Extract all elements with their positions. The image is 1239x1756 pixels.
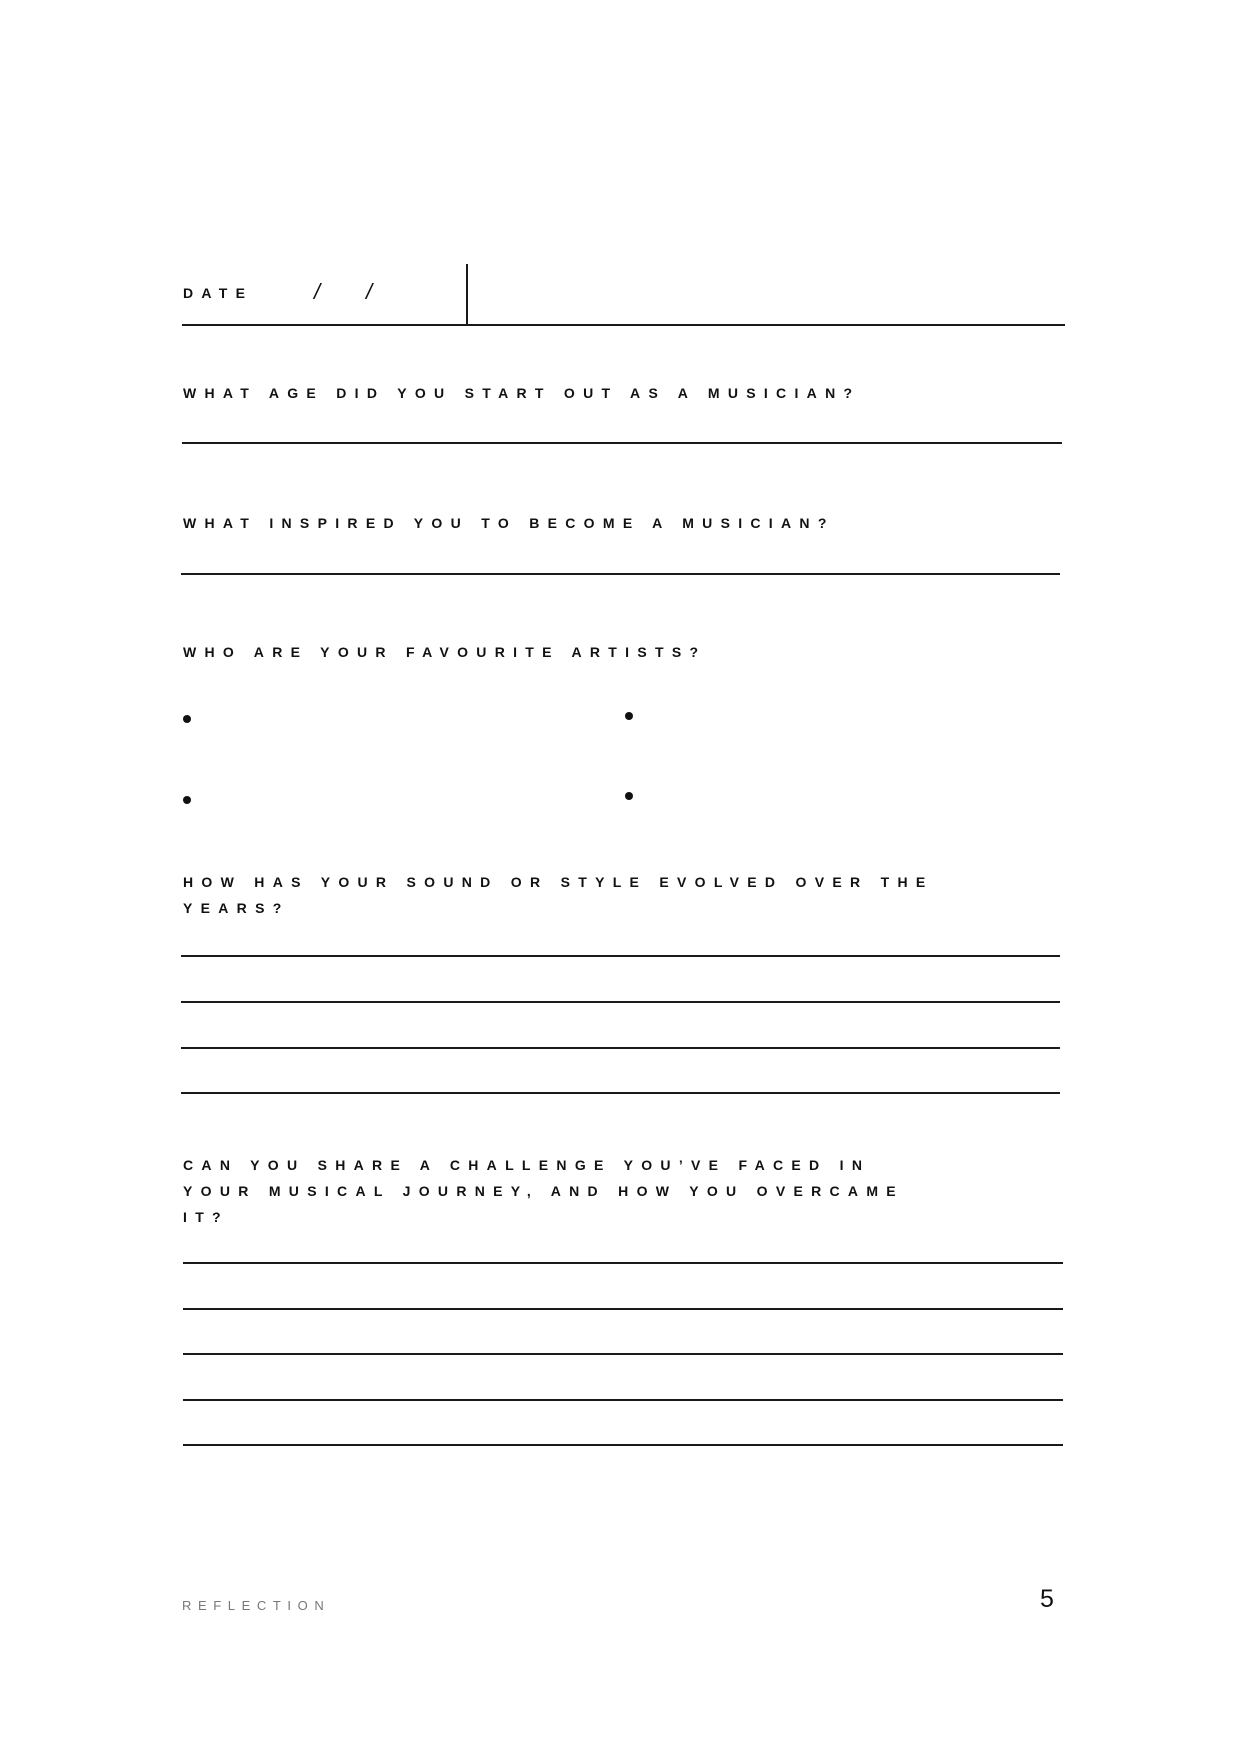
question-challenge-line-3: IT? xyxy=(183,1209,229,1225)
date-separator-2: / xyxy=(366,279,373,304)
date-label: DATE xyxy=(183,285,254,301)
question-challenge-line-2: YOUR MUSICAL JOURNEY, AND HOW YOU OVERCAME xyxy=(183,1183,904,1199)
answer-line-age-started[interactable] xyxy=(182,442,1062,444)
answer-line-sound-evolution-3[interactable] xyxy=(181,1047,1060,1049)
answer-line-challenge-2[interactable] xyxy=(183,1308,1063,1310)
artist-bullet-1 xyxy=(183,715,191,723)
date-underline[interactable] xyxy=(182,324,1065,326)
question-favourite-artists: WHO ARE YOUR FAVOURITE ARTISTS? xyxy=(183,644,707,660)
artist-bullet-4 xyxy=(625,792,633,800)
date-separator-1: / xyxy=(314,279,321,304)
question-challenge-line-1: CAN YOU SHARE A CHALLENGE YOU’VE FACED IN xyxy=(183,1157,871,1173)
answer-line-sound-evolution-4[interactable] xyxy=(181,1092,1060,1094)
artist-bullet-3 xyxy=(183,796,191,804)
question-inspiration: WHAT INSPIRED YOU TO BECOME A MUSICIAN? xyxy=(183,515,835,531)
answer-line-challenge-3[interactable] xyxy=(183,1353,1063,1355)
answer-line-sound-evolution-1[interactable] xyxy=(181,955,1060,957)
date-divider xyxy=(466,264,468,326)
question-sound-evolution-line-1: HOW HAS YOUR SOUND OR STYLE EVOLVED OVER THE xyxy=(183,874,934,890)
artist-bullet-2 xyxy=(625,712,633,720)
answer-line-inspiration[interactable] xyxy=(181,573,1060,575)
answer-line-challenge-5[interactable] xyxy=(183,1444,1063,1446)
answer-line-challenge-4[interactable] xyxy=(183,1399,1063,1401)
answer-line-sound-evolution-2[interactable] xyxy=(181,1001,1060,1003)
page-number: 5 xyxy=(1040,1585,1054,1613)
question-sound-evolution-line-2: YEARS? xyxy=(183,900,290,916)
answer-line-challenge-1[interactable] xyxy=(183,1262,1063,1264)
question-age-started: WHAT AGE DID YOU START OUT AS A MUSICIAN? xyxy=(183,385,861,401)
section-label: REFLECTION xyxy=(182,1598,331,1613)
